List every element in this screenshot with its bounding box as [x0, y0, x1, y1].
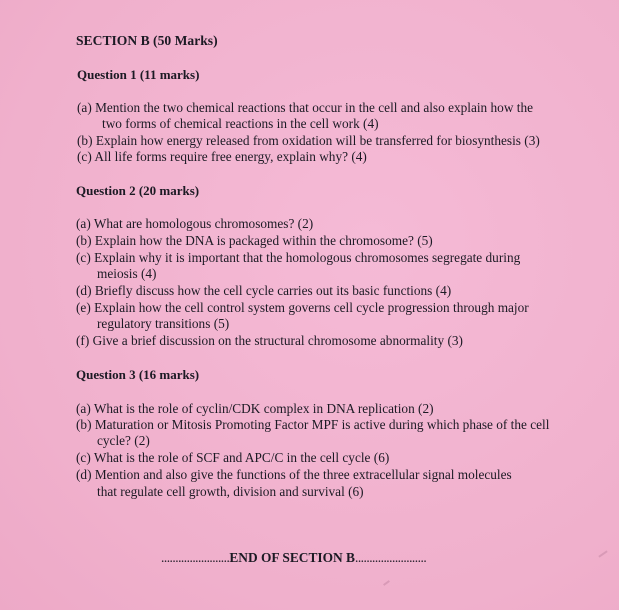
- q3-item-a: (a) What is the role of cyclin/CDK complex in DNA replication (2): [76, 401, 434, 416]
- q2-item-c-line2: meiosis (4): [97, 266, 157, 281]
- q3-item-b-line2: cycle? (2): [97, 433, 150, 448]
- q1-item-a-line2: two forms of chemical reactions in the cell work (4): [102, 116, 379, 131]
- q2-item-d: (d) Briefly discuss how the cell cycle carries out its basic functions (4): [76, 283, 452, 298]
- q2-item-e-line1: (e) Explain how the cell control system governs cell cycle progression through major: [76, 300, 529, 315]
- end-of-section: [161, 550, 426, 566]
- q2-item-e-line2: regulatory transitions (5): [97, 316, 230, 331]
- section-title: SECTION B (50 Marks): [76, 33, 218, 48]
- q1-item-a-line1: (a) Mention the two chemical reactions that occur in the cell and also explain how the: [77, 100, 533, 115]
- q2-item-f: (f) Give a brief discussion on the structural chromosome abnormality (3): [76, 333, 463, 348]
- end-text: END OF SECTION B: [229, 550, 355, 565]
- q2-item-b: (b) Explain how the DNA is packaged within the chromosome? (5): [76, 233, 433, 248]
- paper-mark: [383, 580, 390, 586]
- q3-item-d-line1: (d) Mention and also give the functions of the three extracellular signal molecules: [76, 467, 512, 482]
- end-dots-left: ........................: [161, 550, 230, 565]
- q3-item-d-line2: that regulate cell growth, division and survival (6): [97, 484, 364, 499]
- q3-item-b-line1: (b) Maturation or Mitosis Promoting Factor MPF is active during which phase of the cell: [76, 417, 550, 432]
- question-1-title: Question 1 (11 marks): [77, 67, 200, 82]
- end-dots-right: .........................: [354, 550, 427, 565]
- q3-item-c: (c) What is the role of SCF and APC/C in the cell cycle (6): [76, 450, 390, 465]
- q2-item-a: (a) What are homologous chromosomes? (2): [76, 216, 314, 231]
- q1-item-c: (c) All life forms require free energy, explain why? (4): [77, 149, 367, 164]
- question-2-title: Question 2 (20 marks): [76, 183, 200, 198]
- q1-item-b: (b) Explain how energy released from oxidation will be transferred for biosynthesis (3): [77, 133, 540, 148]
- question-3-title: Question 3 (16 marks): [76, 367, 200, 382]
- paper-mark: [598, 550, 607, 557]
- q2-item-c-line1: (c) Explain why it is important that the homologous chromosomes segregate during: [76, 250, 521, 265]
